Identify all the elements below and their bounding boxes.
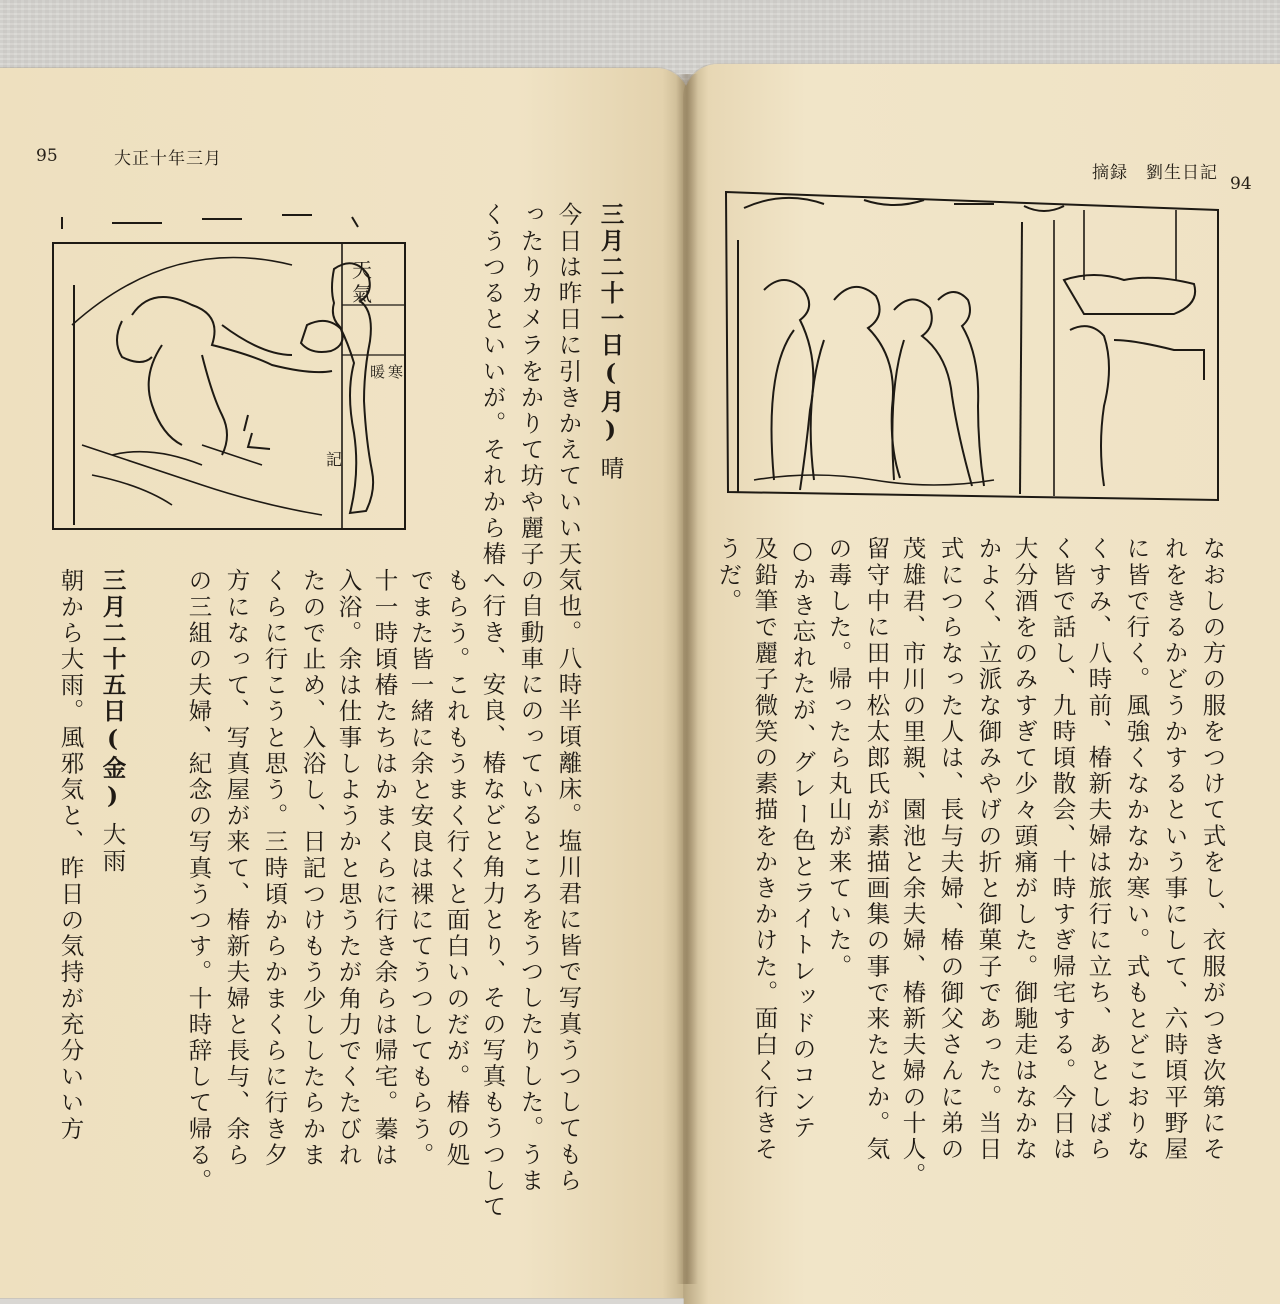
right-column-7: かよく、立派な御みやげの折と御菓子であった。当日 [974,536,1003,1163]
left-page-number: 95 [36,146,58,166]
right-column-3: に皆で行く。風強くなかなか寒い。式もとどこおりな [1122,536,1151,1163]
right-running-title: 摘録 劉生日記 [1092,163,1218,183]
right-column-2: れをきるかどうかするという事にして、六時頃平野屋 [1160,536,1189,1163]
left-column-1 [596,202,625,483]
right-column-1: なおしの方の服をつけて式をし、衣服がつき次第にそ [1198,536,1227,1163]
left-column-5: もらう。これもうまく行くと面白いのだが。椿の処 [442,568,471,1169]
right-column-5: く皆で話し、九時頃散会、十時すぎ帰宅する。今日は [1048,536,1077,1163]
weather-label: 晴 [596,455,625,483]
right-column-4: くすみ、八時前、椿新夫婦は旅行に立ち、あとしばら [1084,536,1113,1163]
left-column-12: の三組の夫婦、紀念の写真うつす。十時辞して帰る。 [184,568,213,1195]
left-column-6: でまた皆一緒に余と安良は裸にてうつしてもらう。 [406,568,435,1169]
left-column-2: 今日は昨日に引きかえていい天気也。八時半頃離床。塩川君に皆で写真うつしてもら [554,202,583,1194]
left-column-7: 十一時頃椿たちはかまくらに行き余らは帰宅。蓁は [370,568,399,1169]
sumo-sketch-illustration [52,205,406,531]
diary-date-heading: 三月二十一日(月) [596,202,625,446]
sketch-label-dan: 暖 [370,363,386,381]
right-column-6: 大分酒をのみすぎて少々頭痛がした。御馳走はなかな [1010,536,1039,1163]
right-column-11: の毒した。帰ったら丸山が来ていた。 [824,536,853,980]
left-column-13 [98,568,127,875]
sketch-label-record: 記 [326,450,343,469]
right-column-9: 茂雄君、市川の里親、園池と余夫婦、椿新夫婦の十人。 [898,536,927,1189]
left-column-14: 朝から大雨。風邪気と、昨日の気持が充分いい方 [56,568,85,1143]
weather-label-2: 大雨 [98,821,127,875]
left-column-9: たので止め、入浴し、日記つけもう少ししたらかま [298,568,327,1169]
right-column-13: 及鉛筆で麗子微笑の素描をかきかけた。面白く行きそ [750,536,779,1163]
right-column-12: ○かき忘れたが、グレー色とライトレッドのコンテ [788,536,817,1141]
sketch-label-kan: 寒 [388,363,404,381]
wedding-party-sketch-illustration [724,180,1220,508]
right-column-8: 式につらなった人は、長与夫婦、椿の御父さんに弟の [936,536,965,1163]
right-column-14: うだ。 [714,536,743,615]
left-column-4: くうつるといいが。それから椿へ行き、安良、椿などと角力とり、その写真もうつして [478,202,507,1220]
sketch-label-ten: 天 [352,258,372,282]
diary-date-heading-2: 三月二十五日(金) [98,568,127,812]
book-gutter [676,74,698,1284]
left-column-3: ったりカメラをかりて坊や麗子の自動車にのっているところをうつしたりした。うま [516,202,545,1194]
sketch-label-ki: 氣 [352,282,372,306]
left-running-title: 大正十年三月 [114,149,222,169]
right-column-10: 留守中に田中松太郎氏が素描画集の事で来たとか。気 [862,536,891,1163]
left-column-10: くらに行こうと思う。三時頃からかまくらに行き夕 [260,568,289,1169]
right-page-number: 94 [1230,174,1252,194]
left-column-8: 入浴。余は仕事しようかと思うたが角力でくたびれ [334,568,363,1169]
left-column-11: 方になって、写真屋が来て、椿新夫婦と長与、余ら [222,568,251,1169]
